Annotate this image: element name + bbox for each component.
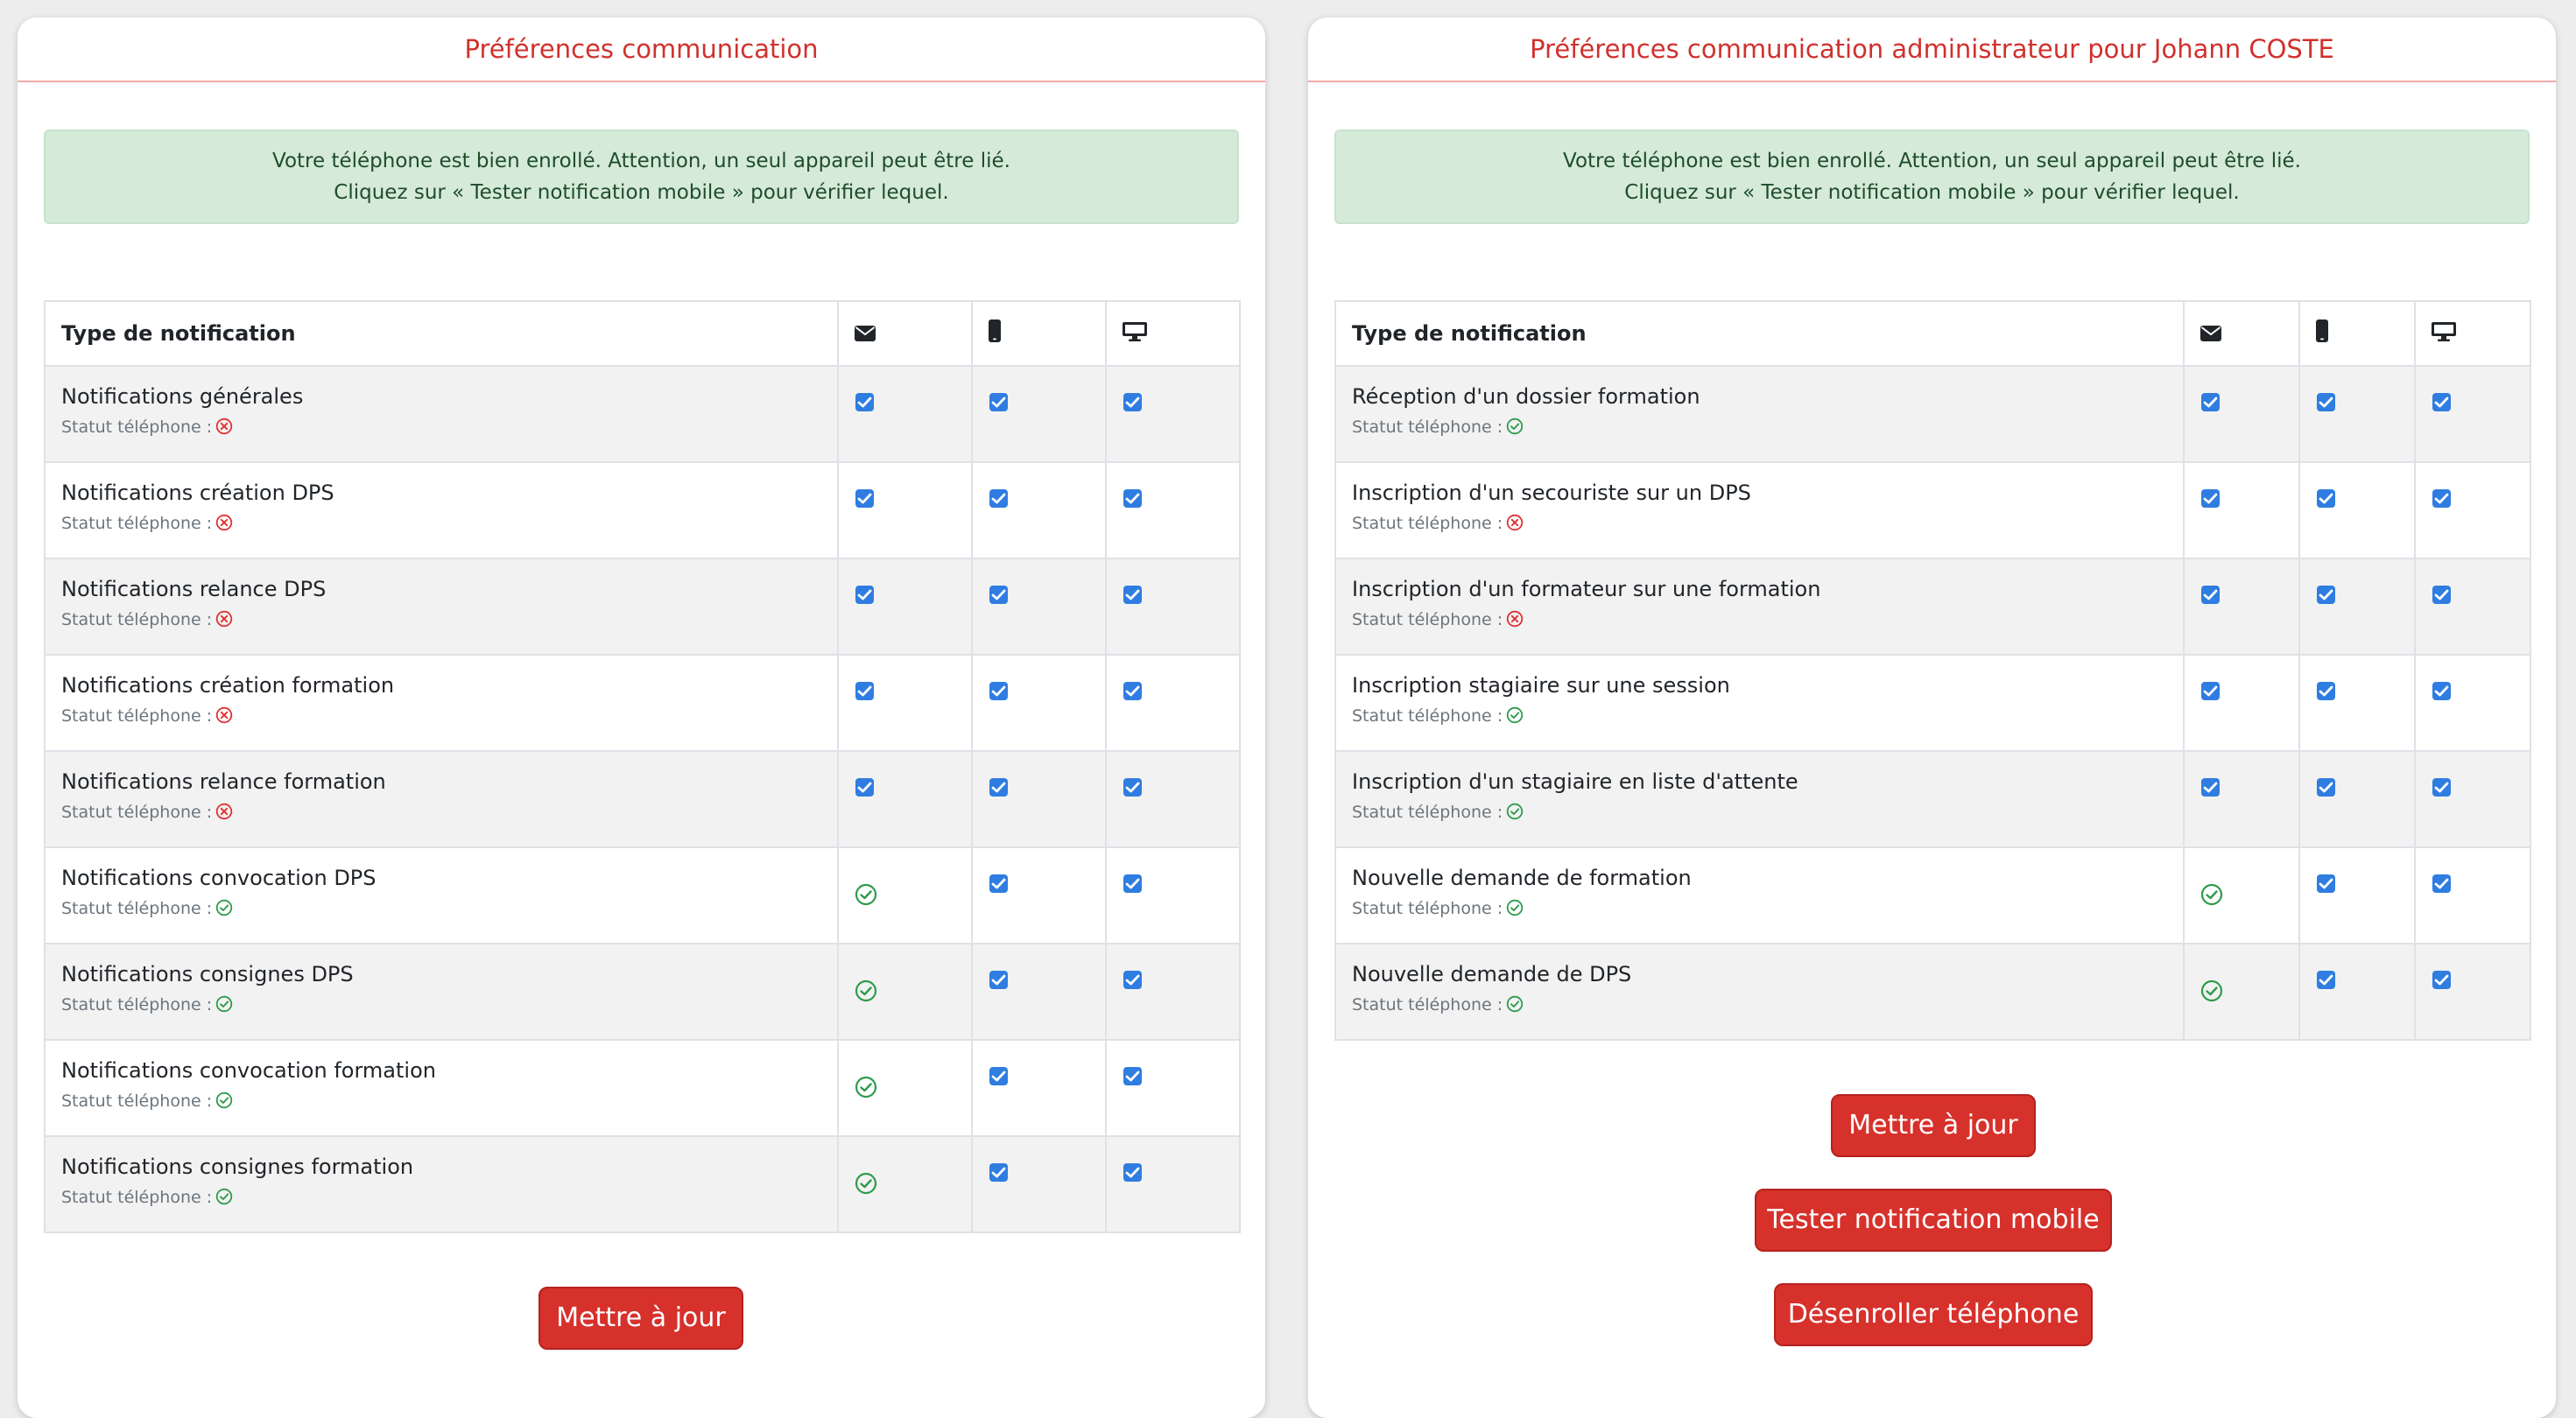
- x-circle-icon: [215, 803, 233, 820]
- desktop-cell: [1106, 1040, 1240, 1136]
- check-circle-icon: [1506, 418, 1524, 435]
- notification-type-cell: [45, 558, 838, 655]
- table-header-row: [45, 301, 1240, 366]
- mobile-checkbox[interactable]: [2317, 778, 2335, 797]
- notification-type-cell: [1335, 462, 2184, 558]
- desktop-column-header: [1106, 301, 1240, 366]
- notification-type-header: Type de notification: [45, 301, 838, 366]
- desktop-cell: [1106, 655, 1240, 751]
- table-row: [45, 558, 1240, 655]
- mobile-cell: [972, 1040, 1106, 1136]
- notification-label: Notifications consignes formation: [61, 1155, 414, 1179]
- phone-status: [61, 610, 821, 629]
- email-checkbox[interactable]: [855, 682, 874, 700]
- mobile-cell: [2299, 751, 2415, 847]
- desktop-checkbox[interactable]: [2432, 874, 2451, 893]
- table-row: [1335, 366, 2530, 462]
- phone-status-label: Statut téléphone :: [1352, 899, 1503, 918]
- desktop-cell: [2415, 366, 2530, 462]
- mobile-checkbox[interactable]: [2317, 874, 2335, 893]
- phone-status-label: Statut téléphone :: [1352, 706, 1503, 726]
- mobile-cell: [2299, 847, 2415, 944]
- x-circle-icon: [215, 514, 233, 531]
- desktop-checkbox[interactable]: [2432, 586, 2451, 604]
- phone-status-label: Statut téléphone :: [61, 706, 213, 726]
- alert-line-2: Cliquez sur « Tester notification mobile » pour vérifier lequel.: [1624, 181, 2240, 204]
- phone-status-label: Statut téléphone :: [1352, 418, 1503, 437]
- notification-label: Nouvelle demande de DPS: [1352, 962, 1632, 986]
- x-circle-icon: [215, 706, 233, 724]
- notification-label: Notifications relance formation: [61, 769, 386, 794]
- email-cell: [2184, 366, 2299, 462]
- desktop-cell: [2415, 944, 2530, 1040]
- phone-status-label: Statut téléphone :: [61, 803, 213, 822]
- table-row: [45, 655, 1240, 751]
- mobile-cell: [972, 1136, 1106, 1232]
- mobile-cell: [2299, 944, 2415, 1040]
- email-cell: [838, 655, 972, 751]
- table-row: [45, 1040, 1240, 1136]
- table-row: [1335, 655, 2530, 751]
- table-row: [1335, 751, 2530, 847]
- check-circle-icon: [1506, 995, 1524, 1013]
- check-circle-icon: [855, 1076, 877, 1099]
- desktop-cell: [2415, 558, 2530, 655]
- phone-status: [1352, 610, 2167, 629]
- email-cell: [2184, 558, 2299, 655]
- phone-status-label: Statut téléphone :: [1352, 514, 1503, 533]
- table-row: [45, 462, 1240, 558]
- phone-status-label: Statut téléphone :: [1352, 803, 1503, 822]
- phone-status: [61, 514, 821, 533]
- phone-status: [1352, 418, 2167, 437]
- notification-label: Notifications consignes DPS: [61, 962, 354, 986]
- desktop-checkbox[interactable]: [2432, 489, 2451, 508]
- email-cell: [838, 751, 972, 847]
- update-button[interactable]: Mettre à jour: [1831, 1094, 2036, 1157]
- phone-status: [61, 899, 821, 918]
- check-circle-icon: [215, 1092, 233, 1109]
- mobile-column-header: [2299, 301, 2415, 366]
- check-circle-icon: [2200, 883, 2223, 906]
- desktop-icon: [2432, 322, 2456, 347]
- email-cell: [838, 1136, 972, 1232]
- desktop-checkbox[interactable]: [1123, 682, 1142, 700]
- desktop-cell: [1106, 944, 1240, 1040]
- notification-label: Notifications création DPS: [61, 481, 334, 505]
- email-checkbox[interactable]: [2201, 682, 2220, 700]
- mobile-checkbox[interactable]: [989, 586, 1008, 604]
- unenroll-phone-button[interactable]: Désenroller téléphone: [1774, 1283, 2093, 1346]
- mobile-checkbox[interactable]: [989, 778, 1008, 797]
- phone-status-label: Statut téléphone :: [1352, 610, 1503, 629]
- admin-communication-preferences-card: [1308, 18, 2556, 1418]
- email-cell: [2184, 944, 2299, 1040]
- check-circle-icon: [1506, 899, 1524, 916]
- desktop-cell: [1106, 462, 1240, 558]
- phone-status: [61, 418, 821, 437]
- email-checkbox[interactable]: [2201, 489, 2220, 508]
- mobile-cell: [972, 751, 1106, 847]
- phone-status: [61, 995, 821, 1014]
- mobile-cell: [2299, 462, 2415, 558]
- mobile-cell: [972, 847, 1106, 944]
- communication-preferences-card: [18, 18, 1265, 1418]
- notification-type-cell: [45, 1040, 838, 1136]
- mobile-checkbox[interactable]: [989, 971, 1008, 989]
- x-circle-icon: [1506, 610, 1524, 628]
- table-row: [1335, 462, 2530, 558]
- phone-status: [61, 1188, 821, 1207]
- phone-status-label: Statut téléphone :: [61, 418, 213, 437]
- x-circle-icon: [1506, 514, 1524, 531]
- desktop-checkbox[interactable]: [1123, 586, 1142, 604]
- email-checkbox[interactable]: [855, 489, 874, 508]
- desktop-checkbox[interactable]: [1123, 971, 1142, 989]
- envelope-icon: [2200, 322, 2221, 347]
- email-checkbox[interactable]: [855, 778, 874, 797]
- notification-type-cell: [45, 944, 838, 1040]
- phone-status: [1352, 706, 2167, 726]
- desktop-icon: [1123, 322, 1147, 347]
- email-checkbox[interactable]: [2201, 393, 2220, 411]
- email-column-header: [838, 301, 972, 366]
- notification-type-cell: [45, 655, 838, 751]
- check-circle-icon: [855, 1172, 877, 1195]
- phone-status-label: Statut téléphone :: [61, 1092, 213, 1111]
- desktop-cell: [2415, 751, 2530, 847]
- desktop-checkbox[interactable]: [1123, 1067, 1142, 1085]
- admin-notification-preferences-table: [1334, 300, 2531, 1041]
- table-row: [1335, 558, 2530, 655]
- notification-label: Inscription stagiaire sur une session: [1352, 673, 1730, 698]
- mobile-column-header: [972, 301, 1106, 366]
- desktop-checkbox[interactable]: [2432, 682, 2451, 700]
- alert-line-1: Votre téléphone est bien enrollé. Attention, un seul appareil peut être lié.: [1563, 150, 2301, 172]
- check-circle-icon: [215, 995, 233, 1013]
- enrollment-alert: [44, 130, 1239, 224]
- notification-label: Nouvelle demande de formation: [1352, 866, 1692, 890]
- desktop-checkbox[interactable]: [1123, 393, 1142, 411]
- email-cell: [838, 558, 972, 655]
- desktop-cell: [1106, 558, 1240, 655]
- mobile-checkbox[interactable]: [2317, 682, 2335, 700]
- check-circle-icon: [215, 899, 233, 916]
- notification-label: Notifications convocation DPS: [61, 866, 377, 890]
- desktop-cell: [2415, 462, 2530, 558]
- mobile-checkbox[interactable]: [989, 393, 1008, 411]
- alert-line-1: Votre téléphone est bien enrollé. Attention, un seul appareil peut être lié.: [272, 150, 1010, 172]
- check-circle-icon: [855, 883, 877, 906]
- notification-type-cell: [45, 366, 838, 462]
- mobile-cell: [2299, 655, 2415, 751]
- desktop-checkbox[interactable]: [2432, 778, 2451, 797]
- x-circle-icon: [215, 610, 233, 628]
- phone-status: [1352, 899, 2167, 918]
- notification-type-cell: [1335, 655, 2184, 751]
- desktop-cell: [2415, 655, 2530, 751]
- table-row: [45, 751, 1240, 847]
- x-circle-icon: [215, 418, 233, 435]
- phone-status-label: Statut téléphone :: [61, 1188, 213, 1207]
- mobile-checkbox[interactable]: [2317, 393, 2335, 411]
- mobile-checkbox[interactable]: [989, 489, 1008, 508]
- desktop-cell: [1106, 366, 1240, 462]
- email-column-header: [2184, 301, 2299, 366]
- mobile-phone-icon: [989, 319, 1001, 347]
- desktop-cell: [1106, 751, 1240, 847]
- update-button[interactable]: Mettre à jour: [538, 1287, 743, 1350]
- mobile-checkbox[interactable]: [2317, 971, 2335, 989]
- phone-status-label: Statut téléphone :: [61, 610, 213, 629]
- mobile-cell: [972, 558, 1106, 655]
- mobile-checkbox[interactable]: [989, 1067, 1008, 1085]
- notification-type-cell: [45, 751, 838, 847]
- notification-label: Notifications création formation: [61, 673, 395, 698]
- envelope-icon: [855, 322, 876, 347]
- mobile-checkbox[interactable]: [989, 682, 1008, 700]
- notification-label: Inscription d'un formateur sur une formation: [1352, 577, 1821, 601]
- mobile-checkbox[interactable]: [2317, 489, 2335, 508]
- desktop-checkbox[interactable]: [2432, 393, 2451, 411]
- notification-type-cell: [45, 462, 838, 558]
- notification-label: Réception d'un dossier formation: [1352, 384, 1700, 409]
- phone-status: [1352, 995, 2167, 1014]
- mobile-cell: [972, 366, 1106, 462]
- mobile-checkbox[interactable]: [989, 1163, 1008, 1182]
- notification-label: Notifications relance DPS: [61, 577, 327, 601]
- phone-status-label: Statut téléphone :: [61, 899, 213, 918]
- desktop-cell: [1106, 1136, 1240, 1232]
- check-circle-icon: [1506, 803, 1524, 820]
- notification-label: Inscription d'un stagiaire en liste d'attente: [1352, 769, 1798, 794]
- mobile-cell: [972, 462, 1106, 558]
- email-cell: [838, 847, 972, 944]
- email-checkbox[interactable]: [2201, 778, 2220, 797]
- email-cell: [838, 366, 972, 462]
- mobile-phone-icon: [2316, 319, 2328, 347]
- table-header-row: [1335, 301, 2530, 366]
- email-cell: [2184, 462, 2299, 558]
- check-circle-icon: [855, 979, 877, 1002]
- phone-status: [61, 1092, 821, 1111]
- email-checkbox[interactable]: [855, 393, 874, 411]
- table-row: [45, 366, 1240, 462]
- mobile-cell: [2299, 366, 2415, 462]
- check-circle-icon: [1506, 706, 1524, 724]
- desktop-checkbox[interactable]: [1123, 778, 1142, 797]
- desktop-cell: [2415, 847, 2530, 944]
- desktop-checkbox[interactable]: [2432, 971, 2451, 989]
- card-title: Préférences communication administrateur pour Johann COSTE: [1308, 18, 2556, 82]
- notification-type-header: Type de notification: [1335, 301, 2184, 366]
- email-checkbox[interactable]: [855, 586, 874, 604]
- phone-status-label: Statut téléphone :: [1352, 995, 1503, 1014]
- notification-type-cell: [45, 1136, 838, 1232]
- phone-status: [61, 803, 821, 822]
- mobile-cell: [972, 655, 1106, 751]
- mobile-cell: [972, 944, 1106, 1040]
- mobile-checkbox[interactable]: [989, 874, 1008, 893]
- email-cell: [838, 944, 972, 1040]
- table-row: [45, 1136, 1240, 1232]
- phone-status: [61, 706, 821, 726]
- email-checkbox[interactable]: [2201, 586, 2220, 604]
- phone-status-label: Statut téléphone :: [61, 995, 213, 1014]
- desktop-checkbox[interactable]: [1123, 489, 1142, 508]
- check-circle-icon: [2200, 979, 2223, 1002]
- table-row: [45, 944, 1240, 1040]
- notification-type-cell: [1335, 944, 2184, 1040]
- table-row: [1335, 944, 2530, 1040]
- notification-label: Inscription d'un secouriste sur un DPS: [1352, 481, 1751, 505]
- phone-status-label: Statut téléphone :: [61, 514, 213, 533]
- table-row: [45, 847, 1240, 944]
- phone-status: [1352, 803, 2167, 822]
- desktop-column-header: [2415, 301, 2530, 366]
- email-cell: [2184, 751, 2299, 847]
- phone-status: [1352, 514, 2167, 533]
- notification-type-cell: [1335, 558, 2184, 655]
- alert-line-2: Cliquez sur « Tester notification mobile » pour vérifier lequel.: [334, 181, 949, 204]
- notification-label: Notifications générales: [61, 384, 304, 409]
- notification-type-cell: [1335, 751, 2184, 847]
- check-circle-icon: [215, 1188, 233, 1205]
- email-cell: [838, 462, 972, 558]
- mobile-cell: [2299, 558, 2415, 655]
- notification-type-cell: [1335, 847, 2184, 944]
- test-mobile-notification-button[interactable]: Tester notification mobile: [1755, 1189, 2112, 1252]
- notification-type-cell: [45, 847, 838, 944]
- table-row: [1335, 847, 2530, 944]
- notification-label: Notifications convocation formation: [61, 1058, 436, 1083]
- mobile-checkbox[interactable]: [2317, 586, 2335, 604]
- notification-type-cell: [1335, 366, 2184, 462]
- email-cell: [838, 1040, 972, 1136]
- email-cell: [2184, 655, 2299, 751]
- enrollment-alert: [1334, 130, 2530, 224]
- desktop-checkbox[interactable]: [1123, 874, 1142, 893]
- card-title: Préférences communication: [18, 18, 1265, 82]
- desktop-checkbox[interactable]: [1123, 1163, 1142, 1182]
- email-cell: [2184, 847, 2299, 944]
- notification-preferences-table: [44, 300, 1241, 1233]
- desktop-cell: [1106, 847, 1240, 944]
